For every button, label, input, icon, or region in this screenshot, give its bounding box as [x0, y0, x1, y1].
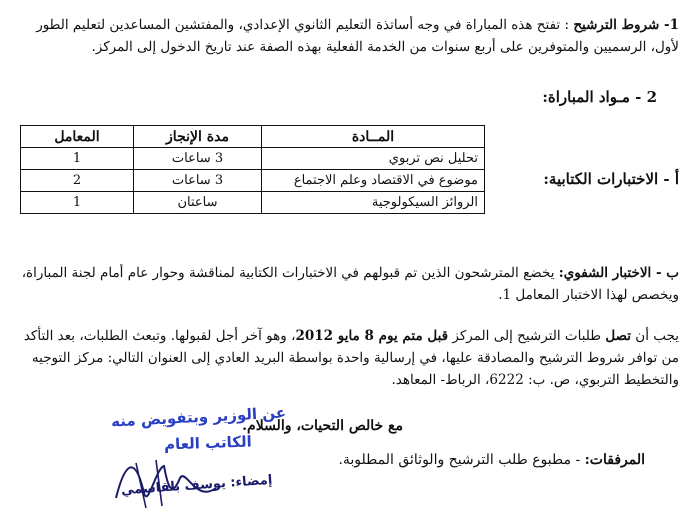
row-subject: الروائز السيكولوجية — [262, 192, 485, 214]
apply-text-mid: طلبات الترشيح إلى المركز — [448, 328, 606, 344]
header-subject: المــادة — [262, 126, 485, 148]
closing-salutation: مع خالص التحيات، والسلام. — [242, 418, 403, 434]
section-1-text: : تفتح هذه المباراة في وجه أساتذة التعليم الثانوي الإعدادي، والمفتشين المساعدين لتعليم الطور لأول، الرسميين والمتوفرين على أربع سنوات من الخدمة الفعلية بهذه الصفة عند تاريخ الدخول إلى المركز. — [36, 17, 679, 55]
oral-exam-section — [14, 262, 679, 306]
row-coefficient: 1 — [21, 192, 134, 214]
header-duration: مدة الإنجاز — [134, 126, 262, 148]
section-1-heading: 1- شروط الترشيح — [573, 17, 679, 33]
application-paragraph — [14, 325, 679, 391]
row-duration: 3 ساعات — [134, 148, 262, 170]
apply-text-bold: تصل — [605, 328, 632, 344]
apply-text-end: ، وهو آخر أجل لقبولها. وتبعث الطلبات، بعد التأكد من توافر شروط الترشيح والمصادقة عليها، في إرسالية واحدة بواسطة البريد العادي إلى العنوان التالي: مركز التوجيه والتخطيط التربوي، ص. ب: 6222، الرباط- المعاهد. — [23, 328, 679, 388]
table-header-row — [21, 126, 485, 148]
table-row — [21, 148, 485, 170]
apply-text-start: يجب أن — [631, 328, 679, 344]
oral-exam-heading: ب - الاختبار الشفوي: — [558, 265, 679, 281]
table-row — [21, 170, 485, 192]
section-1-conditions — [14, 14, 679, 58]
attachments-line — [338, 452, 645, 468]
stamp-line-minister: عن الوزير وبتفويض منه — [110, 403, 287, 431]
row-coefficient: 2 — [21, 170, 134, 192]
deadline-date: قبل متم يوم 8 مايو 2012 — [295, 328, 449, 344]
written-exams-table — [20, 125, 485, 214]
attachments-text: - مطبوع طلب الترشيح والوثائق المطلوبة. — [338, 452, 585, 468]
attachments-label: المرفقات: — [584, 452, 645, 468]
row-subject: تحليل نص تربوي — [262, 148, 485, 170]
row-duration: ساعتان — [134, 192, 262, 214]
header-coefficient: المعامل — [21, 126, 134, 148]
row-subject: موضوع في الاقتصاد وعلم الاجتماع — [262, 170, 485, 192]
written-exams-label: أ - الاختبارات الكتابية: — [543, 170, 679, 188]
row-duration: 3 ساعات — [134, 170, 262, 192]
stamp-line-signature: إمضاء: يوسف بلقاسمي — [120, 472, 273, 499]
signature-stamp — [46, 403, 287, 518]
section-2-heading: 2 - مـواد المباراة: — [542, 88, 657, 106]
oral-exam-text: يخضع المترشحون الذين تم قبولهم في الاختبارات الكتابية لمناقشة وحوار عام أمام لجنة المباراة، ويخصص لهذا الاختبار المعامل 1. — [21, 265, 679, 303]
stamp-line-secretary: الكاتب العام — [163, 432, 253, 454]
table-row — [21, 192, 485, 214]
row-coefficient: 1 — [21, 148, 134, 170]
